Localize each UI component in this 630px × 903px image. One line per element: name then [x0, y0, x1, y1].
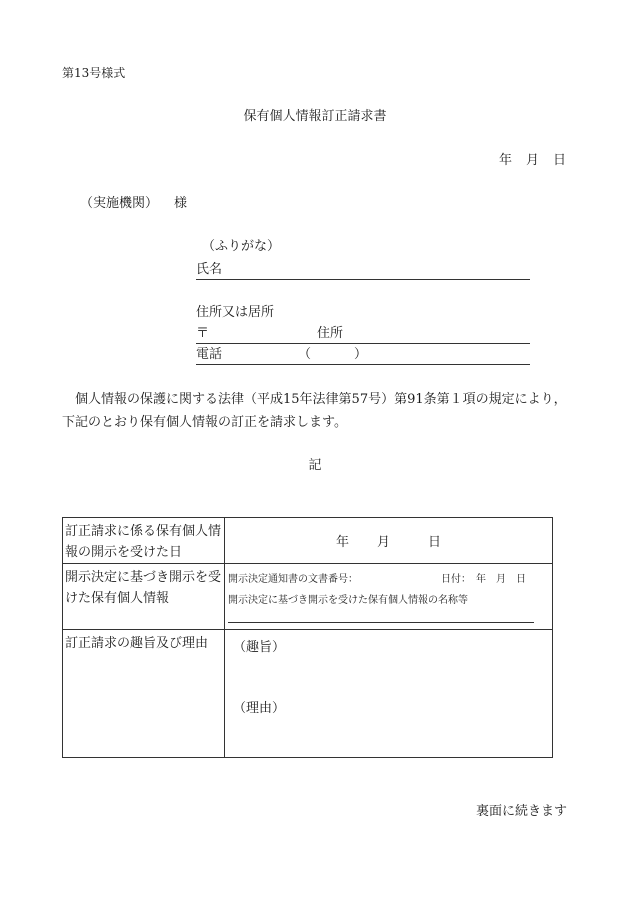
agency-suffix: 様 [174, 196, 188, 211]
notice-date-label: 日付： 年 月 日 [441, 574, 526, 585]
continued-on-back-note: 裏面に続きます [475, 804, 567, 819]
info-name-line [228, 622, 534, 623]
address-sub-label: 住所 [317, 326, 344, 341]
ki-heading: 記 [308, 458, 322, 473]
disclosure-month: 月 [376, 535, 390, 550]
address-heading: 住所又は居所 [196, 305, 275, 320]
name-label: 氏名 [196, 262, 223, 277]
date-month: 月 [525, 153, 539, 168]
table-row [63, 630, 553, 758]
request-statement: 個人情報の保護に関する法律（平成15年法律第57号）第91条第１項の規定により，下記のとおり保有個人情報の訂正を請求します。 [62, 392, 567, 430]
disclosed-info-label: 開示決定に基づき開示を受けた保有個人情報 [63, 564, 225, 630]
agency-addressee [80, 196, 187, 212]
disclosure-day: 日 [428, 535, 442, 550]
document-title: 保有個人情報訂正請求書 [243, 109, 387, 124]
table-row [63, 518, 553, 564]
furigana-label: （ふりがな） [202, 239, 281, 254]
reason-label: （理由） [233, 701, 286, 716]
phone-label: 電話 [196, 347, 223, 362]
phone-field[interactable] [196, 347, 530, 365]
phone-paren-open: （ [298, 347, 312, 362]
disclosed-info-field[interactable] [225, 564, 553, 630]
postal-mark: 〒 [196, 326, 210, 341]
purpose-reason-label: 訂正請求の趣旨及び理由 [63, 630, 225, 758]
name-field[interactable] [196, 262, 530, 280]
disclosure-date-field[interactable] [225, 518, 553, 564]
purpose-label: （趣旨） [233, 640, 286, 655]
phone-paren-close: ） [354, 347, 368, 362]
disclosure-date-label: 訂正請求に係る保有個人情報の開示を受けた日 [63, 518, 225, 564]
request-details-table [62, 517, 553, 758]
purpose-reason-field[interactable] [225, 630, 553, 758]
table-row [63, 564, 553, 630]
disclosure-year: 年 [335, 535, 349, 550]
request-date [499, 153, 566, 169]
date-year: 年 [498, 153, 512, 168]
address-field[interactable] [196, 326, 530, 344]
date-day: 日 [552, 153, 566, 168]
form-number: 第13号様式 [62, 66, 126, 80]
doc-number-label: 開示決定通知書の文書番号： [228, 574, 358, 585]
agency-label: （実施機関） [80, 196, 159, 211]
info-name-label: 開示決定に基づき開示を受けた保有個人情報の名称等 [228, 595, 468, 606]
